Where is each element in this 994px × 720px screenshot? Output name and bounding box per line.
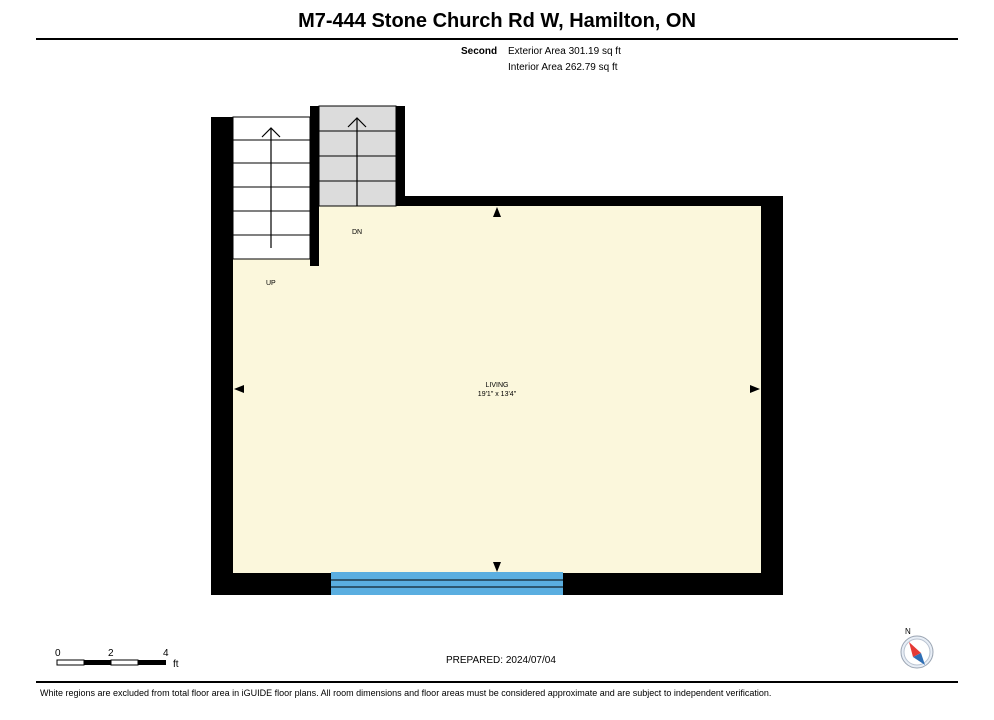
compass-icon — [901, 627, 933, 668]
compass-north-label: N — [905, 627, 911, 636]
exterior-area: Exterior Area 301.19 sq ft — [508, 46, 621, 57]
scale-bar — [55, 648, 179, 670]
footer-divider — [36, 681, 958, 683]
page-title: M7-444 Stone Church Rd W, Hamilton, ON — [298, 10, 696, 32]
disclaimer: White regions are excluded from total floor area in iGUIDE floor plans. All room dimensions and floor areas must be considered approximate and are subject to independent verification. — [40, 688, 772, 698]
interior-area: Interior Area 262.79 sq ft — [508, 62, 618, 73]
stair-down — [319, 106, 396, 206]
scale-label-2: 2 — [108, 648, 114, 659]
scale-label-4: 4 — [163, 648, 169, 659]
stair-down-label: DN — [352, 229, 363, 236]
prepared-date: PREPARED: 2024/07/04 — [446, 655, 556, 666]
scale-label-0: 0 — [55, 648, 61, 659]
stair-up — [233, 117, 310, 259]
room-dimensions: 19'1" x 13'4" — [477, 391, 517, 398]
scale-unit: ft — [173, 659, 179, 670]
stair-up-label: UP — [266, 280, 276, 287]
floor-label: Second — [461, 46, 498, 57]
window — [331, 572, 563, 595]
room-name: LIVING — [485, 382, 509, 389]
